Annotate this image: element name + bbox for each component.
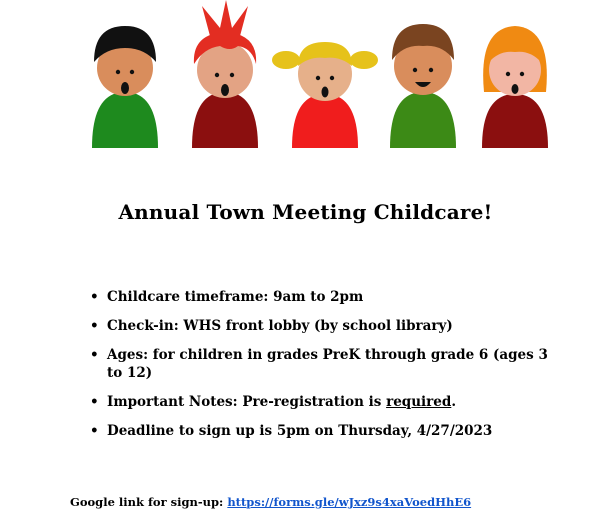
child-face-2 [192, 0, 258, 148]
bullet-icon: • [90, 318, 99, 334]
list-item-deadline [88, 422, 558, 440]
child-face-1 [92, 26, 158, 148]
child-face-4 [390, 24, 456, 148]
list-item-ages [88, 346, 558, 382]
important-notes-suffix: . [451, 394, 457, 410]
list-item-important-notes [88, 393, 558, 411]
child-face-5 [482, 26, 548, 148]
info-list [88, 288, 558, 451]
list-item-timeframe [88, 288, 558, 306]
signup-link[interactable]: https://forms.gle/wJxz9s4xaVoedHhE6 [227, 495, 472, 509]
child-face-3 [272, 42, 378, 148]
timeframe-text: Childcare timeframe: 9am to 2pm [107, 289, 364, 305]
checkin-text: Check-in: WHS front lobby (by school library) [107, 318, 453, 334]
important-notes-prefix: Important Notes: Pre-registration is [107, 394, 387, 410]
ages-text: Ages: for children in grades PreK through grade 6 (ages 3 to 12) [107, 347, 548, 381]
bullet-icon: • [90, 289, 99, 305]
bullet-icon: • [90, 347, 99, 363]
deadline-text: Deadline to sign up is 5pm on Thursday, 4/27/2023 [107, 423, 493, 439]
bullet-icon: • [90, 394, 99, 410]
signup-label: Google link for sign-up: [70, 495, 228, 509]
bullet-icon: • [90, 423, 99, 439]
children-faces-illustration [80, 0, 570, 150]
page-title: Annual Town Meeting Childcare! [118, 200, 493, 224]
signup-line [70, 495, 471, 509]
important-notes-emphasis: required [386, 394, 452, 410]
list-item-checkin [88, 317, 558, 335]
